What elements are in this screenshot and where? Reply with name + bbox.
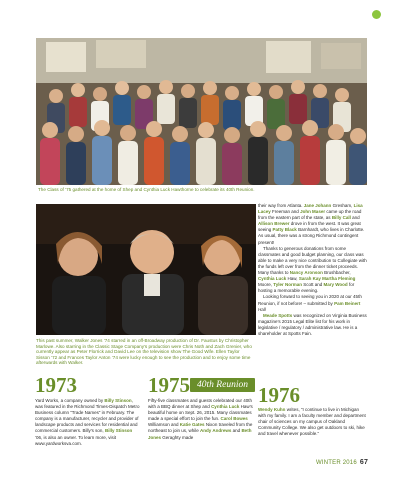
year-1975-heading: 1975 (148, 373, 190, 397)
class-1975-notes: Fifty-five classmates and guests celebrated our 40th with a BBQ dinner at Shep and Cynthia Luck Haw’s beautiful home on Sept. 26, 2015. Many classmates made a special effort to join the fun. Carol Bowes Williamson and Katie Gates Nixon traveled from the northeast to join us, while Andy Andrews and Beth Jones Geraghty made (148, 398, 253, 440)
reunion-badge: 40th Reunion (190, 378, 255, 392)
page-number: 67 (359, 459, 369, 466)
class-1973-notes: Yard Works, a company owned by Billy Stinson, was featured in the Richmond Times-Dispatch Metro Business column “Trade Names” in February. The company is a manufacturer, recycler and provider of landscape products and services for residential and commercial customers. Billy’s son, Billy Stinson ’06, is also an owner. To learn more, visit www.yardworksva.com. (35, 398, 140, 446)
class-1975-continued: their way from Atlanta. Jane Johann Gresham, Lisa Lacey Freeman and John Maser came up the road from the eastern part of the state, as Billy Call and Allison Brewer drove in from the west. It was great seeing Patty Black Barnhardt, who lives in Charlotte. As usual, there was a strong Richmond contingent present! Thanks to generous donations from some classmates and good budget planning, our class was able to make a very nice contribution to Collegiate with the funds left over from the dinner ticket proceeds. Many thanks to Nancy Aronson Brushbacher, Cynthia Luck Haw, Sarah Kay Martha Fleming Moore, Tyler Norman Scott and Mary Wood for hosting a memorable evening. Looking forward to seeing you in 2020 at our 45th Reunion, if not before! – submitted by Pam Beinert Hall Meade Spotts was recognized on Virginia Business magazine’s 2015 Legal Elite list for his work in legislative / regulatory / administrative law. He is a shareholder at Spotts Fain. (258, 203, 367, 336)
walker-jones-caption: This past summer, Walker Jones ’74 starred in an off-Broadway production of Dr. Faustus by Christopher Marlowe. Also starring in the Classic Stage Company’s production were Chris Noth and Zach Grenier, who currently appear as Peter Florrick and David Lee on the television show The Good Wife. Ellen Taylor Sisson ’72 and Frances Taylor Anton ’74 were lucky enough to see the production and to enjoy some time afterwards with Walker. (36, 338, 252, 366)
page-footer (316, 459, 368, 466)
year-1976-heading: 1976 (258, 383, 300, 407)
walker-jones-photo (36, 204, 256, 335)
reunion-group-photo (36, 38, 367, 185)
issue-season: WINTER 2016 (316, 460, 357, 466)
corner-dot (372, 10, 381, 19)
reunion-photo-caption: The Class of ’75 gathered at the home of Shep and Cynthia Luck Hawthorne to celebrate its 40th Reunion. (38, 187, 255, 192)
class-1976-notes: Wendy Kuhn writes, “I continue to live in Michigan with my family. I am a faculty member and department chair of sciences on my campus of Oakland Community College. We also get outdoors to ski, hike and travel whenever possible.” (258, 407, 366, 437)
year-1973-heading: 1973 (35, 373, 77, 397)
